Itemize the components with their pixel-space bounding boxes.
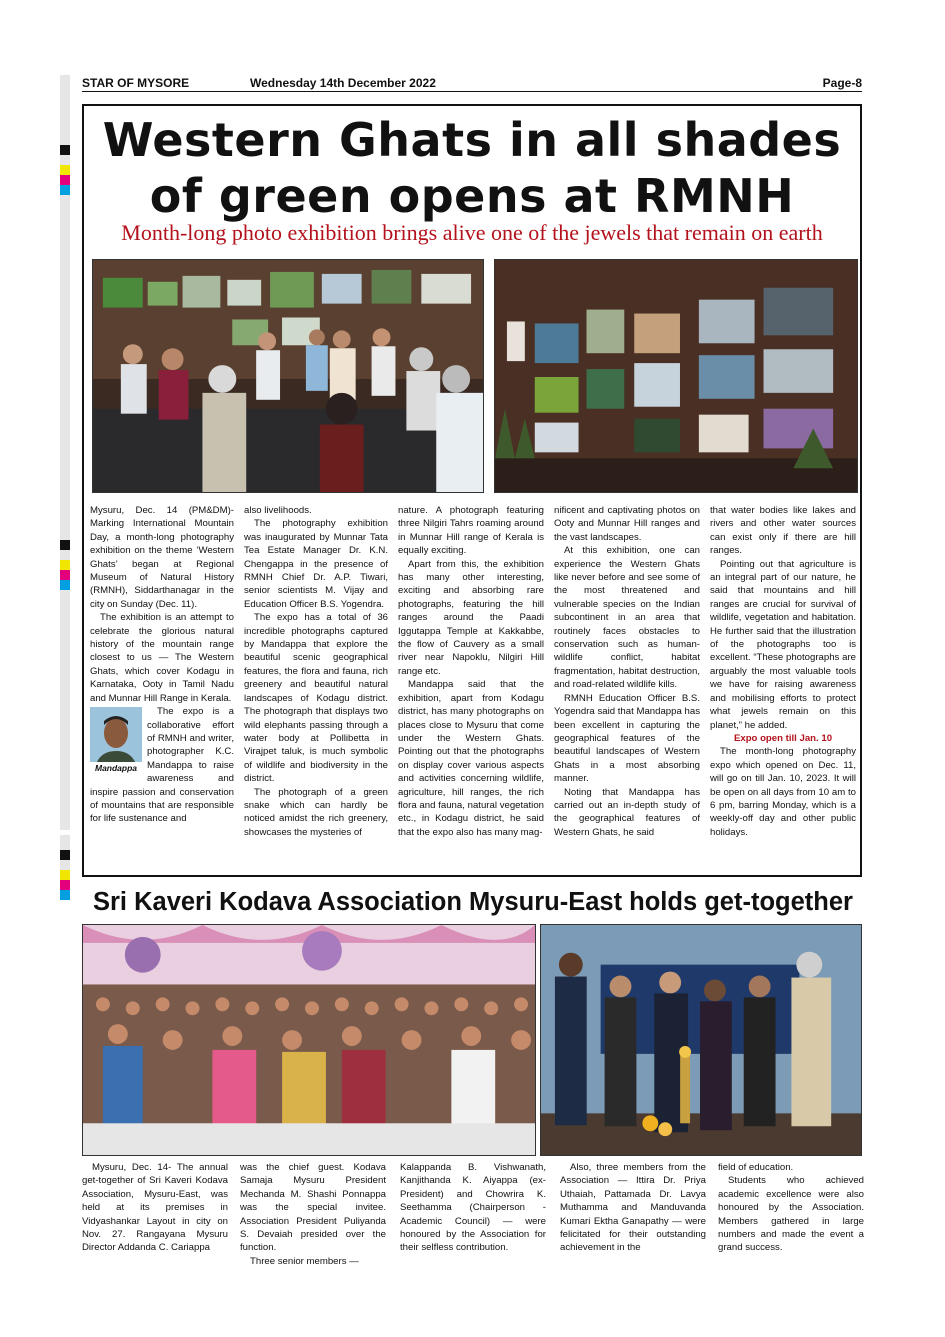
- paragraph: Also, three members from the Association — Ittira Dr. Priya Uthaiah, Pattamada Dr. Lavya Muthamma and Manduvanda Kumari Ektha Ganapathy — were felicitated for their outstanding achievement in the: [560, 1162, 706, 1254]
- paragraph: The expo is a collaborative effort of RMNH and writer, photographer K.C. Mandappa to raise awareness and inspire passion and conservation of mountains that are responsible for life sustenance and: [90, 706, 234, 825]
- story-subhead: Month-long photo exhibition brings alive one of the jewels that remain on earth: [121, 220, 823, 245]
- story-column-5: [710, 504, 856, 839]
- page-number: Page-8: [822, 76, 862, 90]
- paragraph: also livelihoods.: [244, 505, 312, 516]
- paragraph: was the chief guest. Kodava Samaja Mysuru President Mechanda M. Shashi Ponnappa was the special invitee. Association President Puliyanda S. Devaiah presided over the function.: [240, 1162, 386, 1254]
- paragraph: The photograph of a green snake which can hardly be noticed amidst the rich greenery, showcases the mysteries of: [244, 786, 388, 838]
- story2-column-2: [240, 1161, 386, 1268]
- story-column-3: [398, 504, 544, 839]
- paragraph: At this exhibition, one can experience the Western Ghats like never before and see some of the most threatened and vulnerable species on the Indian subcontinent in an area that routinely faces obstacles to conservation such as human-wildlife conflict, habitat fragmentation, habitat destruction, and road-related wildlife kills.: [554, 545, 700, 691]
- paragraph: Mandappa said that the exhibition, apart from Kodagu district, has many photographs on places close to Mysuru that come under the Western Ghats. Pointing out that the photographs on display cover various aspects and activities concerning wildlife, agriculture, hill ranges, the rich flora and fauna, natural vegetation etc., in Kodagu district, he said that the expo also has many mag-: [398, 679, 544, 838]
- paragraph: The exhibition is an attempt to celebrate the glorious natural history of the mountain range closest to us — The Western Ghats, which cover Kodagu in Karnataka, Ooty in Tamil Nadu and Munnar Hill Range in Kerala.: [90, 612, 234, 704]
- headline-line-1: Western Ghats in all shades: [102, 113, 842, 167]
- story2-headline: Sri Kaveri Kodava Association Mysuru-East holds get-together: [93, 888, 853, 916]
- paragraph: that water bodies like lakes and rivers and other water sources can exist only if there are hill ranges.: [710, 505, 856, 557]
- get-together-audience-photo: [82, 924, 536, 1156]
- publication-name: STAR OF MYSORE: [82, 76, 190, 90]
- expo-dates-subhead: Expo open till Jan. 10: [733, 732, 833, 744]
- story-column-4: [554, 504, 700, 839]
- paragraph: nature. A photograph featuring three Nilgiri Tahrs roaming around in Munnar Hill range of Kerala is equally exciting.: [398, 505, 544, 557]
- paragraph: Mysuru, Dec. 14- The annual get-together of Sri Kaveri Kodava Association, Mysuru-East, was held at its premises in Vidyashankar Layout in city on Nov. 27. Rangayana Mysuru Director Addanda C. Cariappa: [82, 1162, 228, 1254]
- mandappa-portrait: [90, 707, 142, 774]
- registration-marks-top: [60, 75, 70, 535]
- headline-line-2: of green opens at RMNH: [149, 169, 795, 223]
- paragraph: The month-long photography expo which opened on Dec. 11, will go on till Jan. 10, 2023. It will be open on all days from 10 am to 6 pm, barring Monday, which is a weekly-off day and other public holidays.: [710, 746, 856, 838]
- paragraph: Noting that Mandappa has carried out an in-depth study of the geographical features of Western Ghats, he said: [554, 786, 700, 838]
- registration-marks-middle: [60, 520, 70, 830]
- lamp-lighting-photo: [540, 924, 862, 1156]
- paragraph: Students who achieved academic excellence were also honoured by the Association. Members gathered in large numbers and made the event a grand success.: [718, 1175, 864, 1254]
- story-column-1: [90, 504, 234, 826]
- story2-column-5: [718, 1161, 864, 1255]
- paragraph: Kalappanda B. Vishwanath, Kanjithanda K. Aiyappa (ex-President) and Chowrira K. Seethamma (Chairperson - Academic Council) — were honoured by the Association for their selfless contribution.: [400, 1162, 546, 1254]
- paragraph: Pointing out that agriculture is an integral part of our nature, he said that mountains and hill ranges are crucial for survival of wildlife, vegetation and habitation. He further said that the illustration of the photographs too is excellent. “These photographs are arguably the most valuable tools we have for raising awareness and mobilising efforts to protect what jewels remain on this planet,” he added.: [710, 558, 856, 731]
- story2-column-1: [82, 1161, 228, 1255]
- story2-column-3: [400, 1161, 546, 1255]
- paragraph: RMNH Education Officer B.S. Yogendra said that Mandappa has been excellent in capturing the geographical features of the beautiful landscapes of Western Ghats in a most absorbing manner.: [554, 692, 700, 785]
- story-western-ghats: [82, 104, 862, 877]
- paragraph: Three senior members —: [250, 1255, 359, 1267]
- story2-body: [82, 1161, 864, 1267]
- page-header: [82, 76, 862, 92]
- registration-marks-bottom: [60, 835, 70, 900]
- portrait-caption: Mandappa: [90, 762, 142, 775]
- story-body: [90, 504, 860, 874]
- paragraph: Apart from this, the exhibition has many other interesting, exciting and absorbing rare photographs, featuring the hill ranges around the Paadi Iggutappa Temple at Kakkabbe, the flow of Cauvery as a small river near Napoklu, Nilgiri Hill range etc.: [398, 558, 544, 677]
- story-column-2: [244, 504, 388, 839]
- story2-column-4: [560, 1161, 706, 1255]
- paragraph: The photography exhibition was inaugurated by Munnar Tata Tea Estate Manager Dr. K.N. Chengappa in the presence of RMNH Chief Dr. A.P. Tiwari, senior scientists M. Vijay and Education Officer B.S. Yogendra.: [244, 518, 388, 610]
- paragraph: The expo has a total of 36 incredible photographs captured by Mandappa that explore the beautiful scenic geographical features, the flora and fauna, rich greenery and beautiful natural landscapes of Kodagu district. The photograph that displays two wild elephants passing through a water body at Pollibetta in Virajpet taluk, is much symbolic of wildlife and biodiversity in the district.: [244, 612, 388, 785]
- paragraph: nificent and captivating photos on Ooty and Munnar Hill ranges and the vast landscapes.: [554, 505, 700, 543]
- paragraph: Mysuru, Dec. 14 (PM&DM)- Marking International Mountain Day, a month-long photography exhibition on the theme ‘Western Ghats’ began at Regional Museum of Natural History (RMNH), Siddarthanagar in the city on Sunday (Dec. 11).: [90, 505, 234, 610]
- paragraph: field of education.: [718, 1162, 794, 1173]
- story-headline: [84, 112, 860, 224]
- exhibition-visitors-photo: [92, 259, 484, 493]
- exhibition-wall-photo: [494, 259, 858, 493]
- issue-date: Wednesday 14th December 2022: [250, 76, 436, 90]
